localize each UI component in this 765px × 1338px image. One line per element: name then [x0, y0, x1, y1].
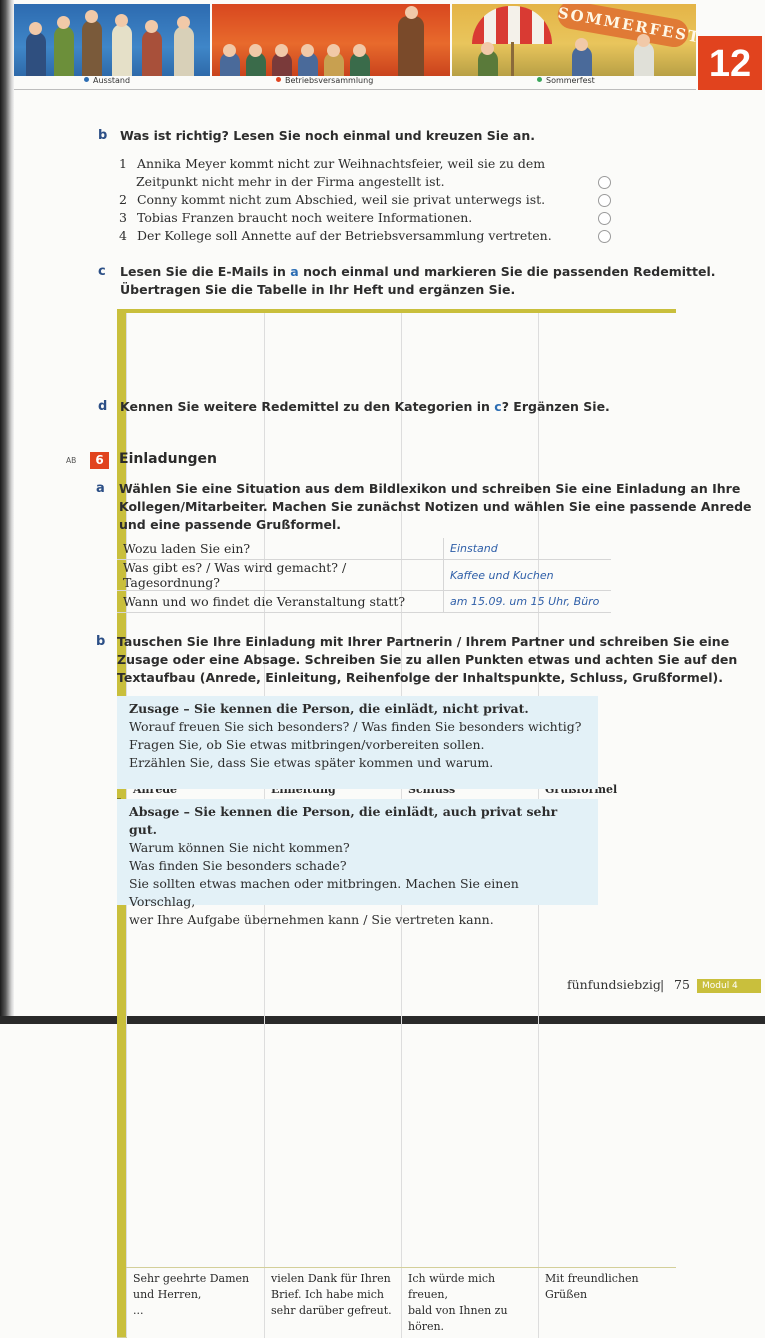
caption-betriebsversammlung: Betriebsversammlung: [276, 76, 373, 85]
task-d-reference: c: [494, 399, 501, 414]
caption-dot-icon: [276, 77, 281, 82]
task-c-reference: a: [290, 264, 298, 279]
task-b-label: b: [98, 128, 107, 143]
task-b-instruction: Was ist richtig? Lesen Sie noch einmal und kreuzen Sie an.: [120, 127, 535, 145]
page-number: 75: [674, 977, 690, 992]
answer-radio-2[interactable]: [598, 194, 611, 207]
header-rule: [14, 89, 696, 90]
task-b-item-1: 1 Annika Meyer kommt nicht zur Weihnachtsfeier, weil sie zu dem Zeitpunkt nicht mehr in der Firma angestellt ist.: [119, 155, 545, 191]
table-header: Schluss: [402, 311, 539, 1267]
notes-row: Was gibt es? / Was wird gemacht? / Tagesordnung? Kaffee und Kuchen: [117, 560, 611, 591]
handwritten-note[interactable]: Einstand: [444, 538, 612, 560]
zusage-box: Zusage – Sie kennen die Person, die einlädt, nicht privat. Worauf freuen Sie sich besonders? / Was finden Sie besonders wichtig? Fragen Sie, ob Sie etwas mitbringen/vorbereiten sollen. Erzählen Sie, dass Sie etwas später kommen und warum.: [117, 696, 598, 789]
caption-dot-icon: [84, 77, 89, 82]
section-number-badge: 6: [90, 452, 109, 469]
table-header: Grußformel: [539, 311, 677, 1267]
table-cell-schluss: [402, 1267, 539, 1338]
task-b-item-2: 2 Conny kommt nicht zum Abschied, weil sie privat unterwegs ist.: [119, 191, 545, 209]
kommunikation-side-label: KOMMUNIKATION: [117, 311, 127, 1338]
invitation-notes-table: [117, 538, 611, 613]
task-6a-label: a: [96, 481, 105, 496]
caption-sommerfest: Sommerfest: [537, 76, 595, 85]
footer-separator: |: [660, 977, 664, 992]
task-6a-instruction: Wählen Sie eine Situation aus dem Bildlexikon und schreiben Sie eine Einladung an Ihre Kollegen/Mitarbeiter. Machen Sie zunächst Notizen und wählen Sie eine passende Anrede und eine passende Grußformel.: [119, 480, 752, 534]
answer-radio-3[interactable]: [598, 212, 611, 225]
zusage-title: Zusage – Sie kennen die Person, die einlädt, nicht privat.: [129, 700, 586, 718]
task-c-instruction: Lesen Sie die E-Mails in a noch einmal und markieren Sie die passenden Redemittel. Übertragen Sie die Tabelle in Ihr Heft und ergänzen Sie.: [120, 263, 715, 299]
task-b-item-3: 3 Tobias Franzen braucht noch weitere Informationen.: [119, 209, 472, 227]
task-c-label: c: [98, 264, 106, 279]
sommerfest-sign: SOMMERFEST: [556, 4, 691, 49]
handwritten-note[interactable]: am 15.09. um 15 Uhr, Büro: [444, 591, 612, 613]
table-cell-grussformel: [539, 1267, 677, 1338]
page-number-words: fünfundsiebzig: [567, 977, 661, 992]
chapter-number-badge: 12: [698, 36, 762, 90]
task-d-label: d: [98, 399, 107, 414]
task-6b-instruction: Tauschen Sie Ihre Einladung mit Ihrer Partnerin / Ihrem Partner und schreiben Sie eine Zusage oder eine Absage. Schreiben Sie zu allen Punkten etwas und achten Sie auf den Textaufbau (Anrede, Einleitung, Reihenfolge der Inhaltspunkte, Schluss, Grußformel).: [117, 633, 737, 687]
notes-row: Wann und wo findet die Veranstaltung statt? am 15.09. um 15 Uhr, Büro: [117, 591, 611, 613]
table-header: Anrede: [127, 311, 265, 1267]
module-badge: Modul 4: [697, 979, 761, 993]
illustration-betriebsversammlung: [212, 4, 450, 76]
ab-reference-label: AB: [66, 456, 76, 465]
notes-row: Wozu laden Sie ein? Einstand: [117, 538, 611, 560]
table-cell-einleitung: [265, 1267, 402, 1338]
caption-dot-icon: [537, 77, 542, 82]
illustration-ausstand: [14, 4, 210, 76]
absage-box: Absage – Sie kennen die Person, die einlädt, auch privat sehr gut. Warum können Sie nicht kommen? Was finden Sie besonders schade? Sie sollten etwas machen oder mitbringen. Machen Sie einen Vorschlag, wer Ihre Aufgabe übernehmen kann / Sie vertreten kann.: [117, 799, 598, 905]
illustration-captions: [14, 76, 696, 90]
table-cell-anrede: [127, 1267, 265, 1338]
handwritten-note[interactable]: Kaffee und Kuchen: [444, 560, 612, 591]
caption-ausstand: Ausstand: [84, 76, 130, 85]
illustration-sommerfest: [452, 4, 696, 76]
task-6b-label: b: [96, 634, 105, 649]
task-b-item-4: 4 Der Kollege soll Annette auf der Betriebsversammlung vertreten.: [119, 227, 552, 245]
answer-radio-1[interactable]: [598, 176, 611, 189]
answer-radio-4[interactable]: [598, 230, 611, 243]
book-spine-shadow: [0, 0, 14, 1024]
table-header: Einleitung: [265, 311, 402, 1267]
section-title: Einladungen: [119, 451, 217, 467]
absage-title: Absage – Sie kennen die Person, die einlädt, auch privat sehr gut.: [129, 803, 586, 839]
task-d-instruction: Kennen Sie weitere Redemittel zu den Kategorien in c? Ergänzen Sie.: [120, 398, 610, 416]
